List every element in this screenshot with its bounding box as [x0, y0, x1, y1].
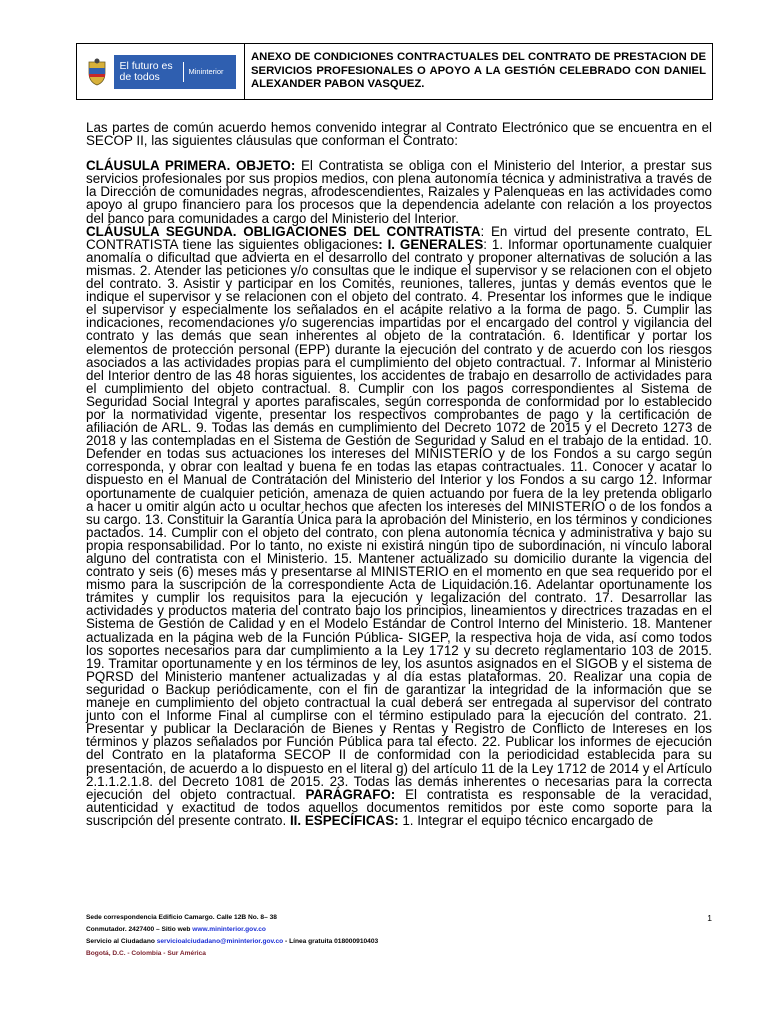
footer-service-label: Servicio al Ciudadano — [86, 938, 157, 945]
website-link[interactable]: www.mininterior.gov.co — [192, 926, 266, 933]
intro-paragraph: Las partes de común acuerdo hemos convenido integrar al Contrato Electrónico que se encuentra en el SECOP II, las siguientes cláusulas que conforman el Contrato: — [86, 120, 712, 149]
clause-two-text-a: : En virtud del presente contrato, EL CONTRATISTA tiene las siguientes obligaciones — [86, 223, 713, 252]
general-obligations-heading: : I. GENERALES — [378, 236, 484, 252]
footer-phone: Conmutador. 2427400 – Sitio web — [86, 926, 193, 933]
footer-service-line — [86, 936, 712, 948]
brand-ministry: Mininterior — [188, 67, 224, 76]
paragraph-text: El contratista es responsable de la veracidad, autenticidad y exactitud de todos aquellos documentos remitidos por este como soporte para la suscripción del presente contrato. — [86, 786, 712, 828]
clause-two-heading: CLÁUSULA SEGUNDA. OBLIGACIONES DEL CONTRATISTA — [86, 223, 481, 239]
footer-phone-line — [86, 924, 712, 936]
email-link[interactable]: servicioalciudadano@mininterior.gov.co — [156, 938, 284, 945]
government-logo — [86, 53, 236, 91]
brand-divider — [183, 62, 184, 82]
specific-obligations-text: 1. Integrar el equipo técnico encargado de — [398, 812, 654, 828]
brand-banner — [114, 55, 236, 89]
footer-address: Sede correspondencia Edificio Camargo. Calle 12B No. 8– 38 — [86, 914, 277, 921]
document-body — [86, 121, 712, 827]
document-title: ANEXO DE CONDICIONES CONTRACTUALES DEL CONTRATO DE PRESTACION DE SERVICIOS PROFESIONALES O APOYO A LA GESTIÓN CELEBRADO CON DANIEL ALEXANDER PABON VASQUEZ. — [251, 51, 706, 91]
paragraph-heading: PARÁGRAFO: — [305, 786, 396, 802]
clause-two — [86, 225, 712, 827]
footer-city: Bogotá, D.C. - Colombia - Sur América — [86, 950, 206, 957]
logo-cell — [77, 44, 245, 99]
clause-one-heading: CLÁUSULA PRIMERA. OBJETO: — [86, 158, 296, 174]
footer-hotline: - Línea gratuita 018000910403 — [283, 938, 379, 945]
document-header — [76, 43, 713, 100]
clause-one — [86, 159, 712, 224]
brand-slogan: El futuro es de todos — [119, 59, 173, 83]
clause-one-text: El Contratista se obliga con el Ministerio del Interior, a prestar sus servicios profesionales por sus propios medios, con plena autonomía técnica y administrativa a través de la Dirección de comunidades negras, afrodescendientes, Raizales y Palenqueas en las actividades como apoyo al grupo financiero para los procesos que la dependencia adelante con relación a los proyectos del banco para comunidades a cargo del Ministerio del Interior. — [86, 158, 712, 226]
coat-of-arms-icon — [86, 58, 108, 86]
specific-obligations-heading: II. ESPECÍFICAS: — [289, 812, 399, 828]
page-number: 1 — [707, 913, 712, 923]
document-footer — [86, 912, 712, 960]
general-obligations-text: : 1. Informar oportunamente cualquier anomalía o dificultad que advierta en el desarrollo del contrato y proponer alternativas de solución a las mismas. 2. Atender las peticiones y/o consultas que le indique el supervisor y se relacionen con el objeto del contrato. 3. Asistir y participar en los Comités, reuniones, talleres, juntas y demás eventos que le indique el supervisor y se relacionen con el objeto del contrato. 4. Presentar los informes que le indique el supervisor y especialmente los señalados en el acápite relativo a la forma de pago. 5. Cumplir las indicaciones, recomendaciones y/o sugerencias impartidas por el encargado del control y vigilancia del contrato y las demás que sean inherentes al objeto de la contratación. 6. Identificar y portar los elementos de protección personal (EPP) durante la ejecución del contrato y de acuerdo con los riesgos asociados a las actividades propias para el cumplimiento del objeto contractual. 7. Informar al Ministerio del Interior dentro de las 48 horas siguientes, los accidentes de trabajo en desarrollo de actividades para el cumplimiento del objeto contractual. 8. Cumplir con los pagos correspondientes al Sistema de Seguridad Social Integral y aportes parafiscales, según corresponda de conformidad por lo establecido por la normatividad vigente, presentar los respectivos comprobantes de pago y la certificación de afiliación de ARL. 9. Todas las demás en cumplimiento del Decreto 1072 de 2015 y el Decreto 1273 de 2018 y las contempladas en el Sistema de Gestión de Seguridad y Salud en el trabajo de la entidad. 10. Defender en todas sus actuaciones los intereses del MINISTERIO y de los Fondos a su cargo según corresponda, y obrar con lealtad y buena fe en todas las etapas contractuales. 11. Conocer y acatar lo dispuesto en el Manual de Contratación del Ministerio del Interior y los Fondos a su cargo 12. Informar oportunamente de cualquier petición, amenaza de quien actuando por fuera de la ley pretenda obligarlo a hacer u omitir algún acto u ocultar hechos que afecten los intereses del MINISTERIO o de los fondos a su cargo. 13. Constituir la Garantía Única para la aprobación del Ministerio, en los términos y condiciones pactados. 14. Cumplir con el objeto del contrato, con plena autonomía técnica y administrativa y bajo su propia responsabilidad. Por lo tanto, no existe ni existirá ningún tipo de subordinación, ni vínculo laboral alguno del contratista con el Ministerio. 15. Mantener actualizado su domicilio durante la vigencia del contrato y seis (6) meses más y presentarse al MINISTERIO en el momento en que sea requerido por el mismo para la suscripción de la correspondiente Acta de Liquidación.16. Adelantar oportunamente los trámites y cumplir los requisitos para la ejecución y legalización del contrato. 17. Desarrollar las actividades y productos materia del contrato bajo los principios, lineamientos y directrices trazadas en el Sistema de Gestión de Calidad y en el Modelo Estándar de Control Interno del Ministerio. 18. Mantener actualizada en la página web de la Función Pública- SIGEP, la respectiva hoja de vida, así como todos los soportes necesarios para dar cumplimiento a la Ley 1712 y su decreto reglamentario 103 de 2015. 19. Tramitar oportunamente y en los términos de ley, los asuntos asignados en el SIGOB y el sistema de PQRSD del Ministerio mantener actualizadas y al día estas plataformas. 20. Realizar una copia de seguridad o Backup periódicamente, con el fin de garantizar la integridad de la información que se maneje en cumplimiento del objeto contractual la cual deberá ser entregada al supervisor del contrato junto con el Informe Final al cumplirse con el término estipulado para la ejecución del contrato. 21. Presentar y publicar la Declaración de Bienes y Rentas y Registro de Conflicto de Intereses en los términos y plazos señalados por Función Pública para tal efecto. 22. Publicar los informes de ejecución del Contrato en la plataforma SECOP II de conformidad con la periodicidad establecida para su presentación, de acuerdo a lo dispuesto en el literal g) del artículo 11 de la Ley 1712 de 2014 y el Artículo 2.1.1.2.1.8. del Decreto 1081 de 2015. 23. Todas las demás inherentes o necesarias para la correcta ejecución del objeto contractual. — [86, 236, 713, 802]
